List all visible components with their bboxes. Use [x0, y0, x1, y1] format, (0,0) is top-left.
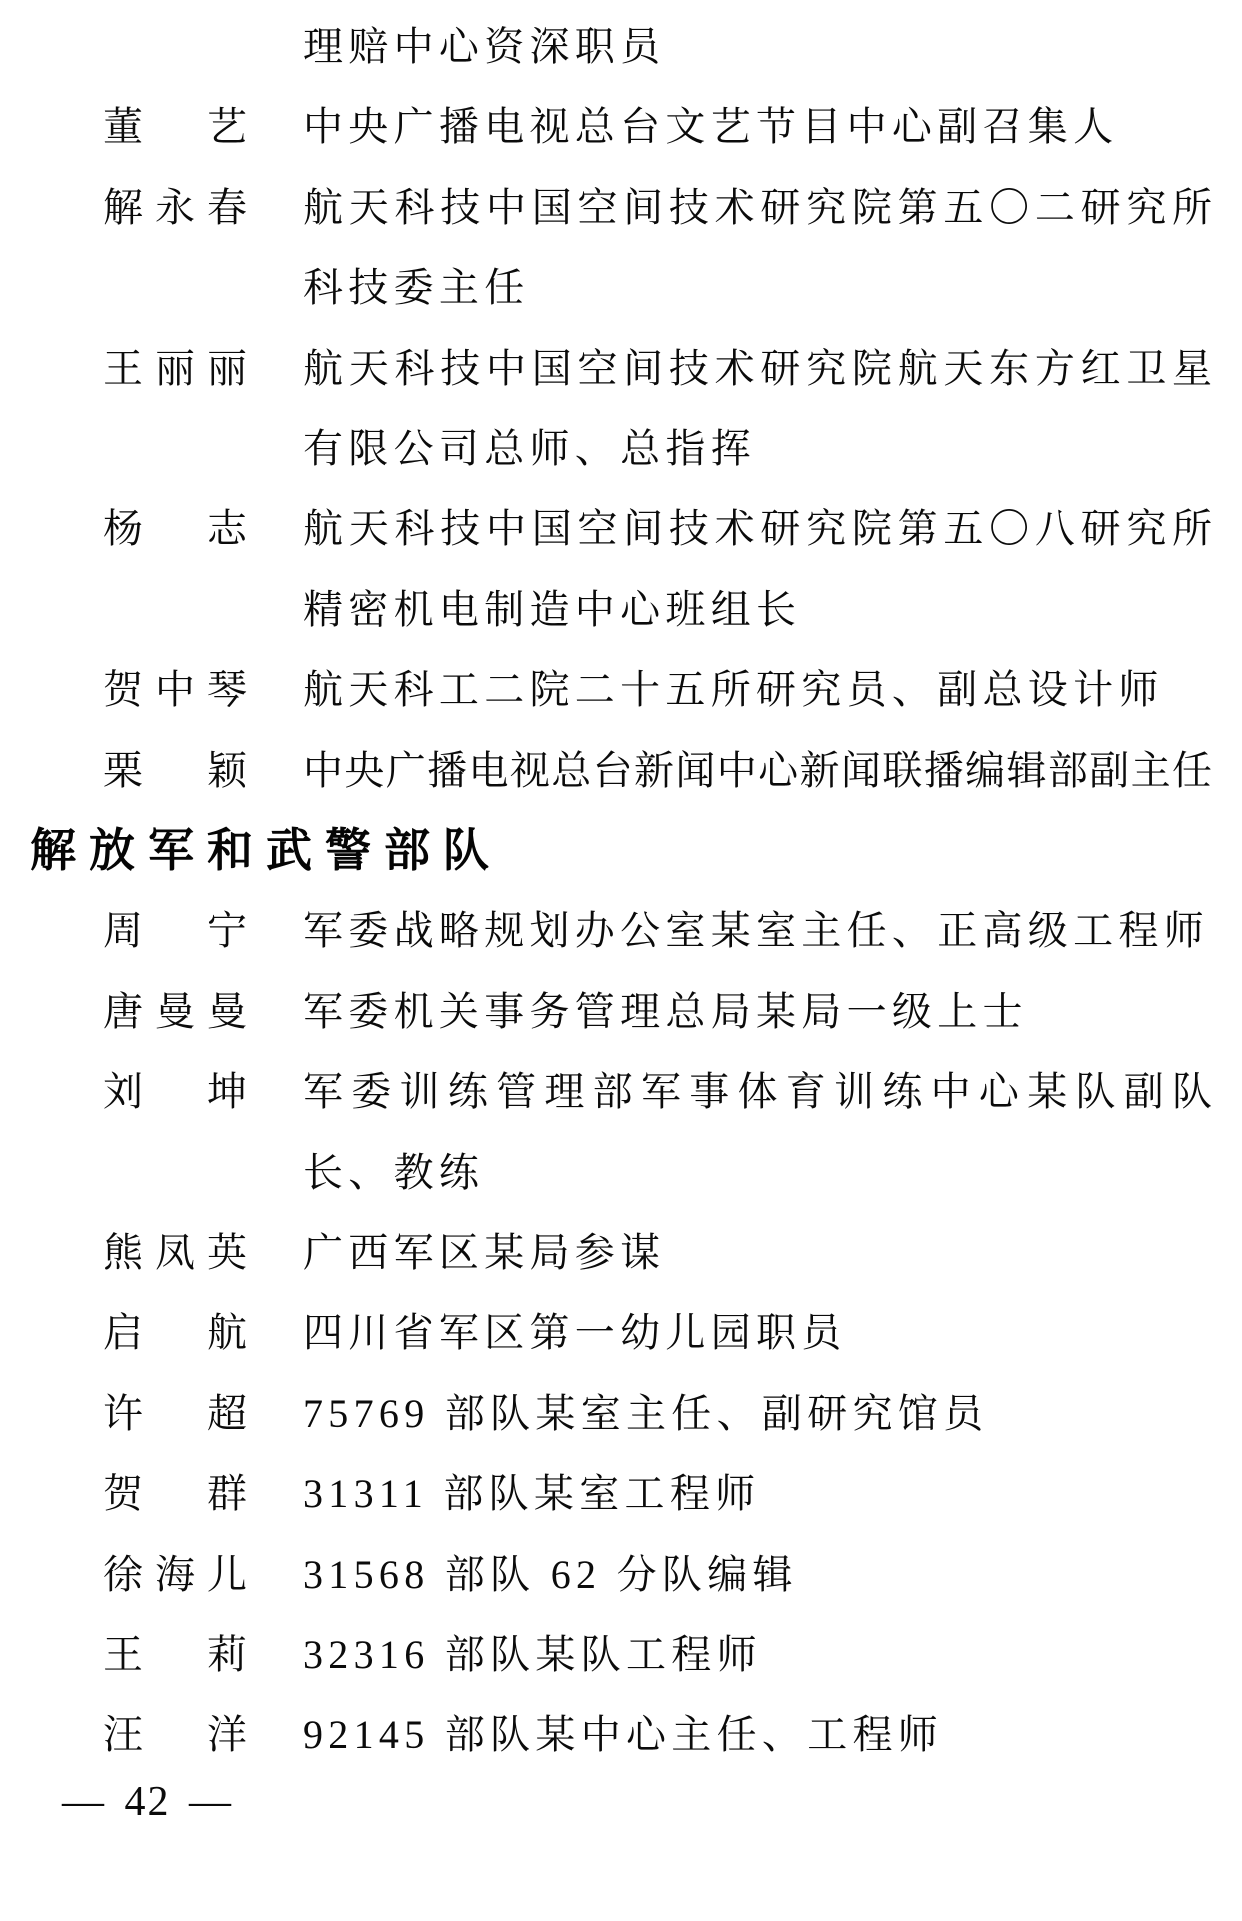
entry-position-line — [303, 101, 1212, 157]
entry-position-line — [303, 1147, 1212, 1203]
entry-name — [103, 101, 311, 157]
entry-name-text: 贺中琴 — [103, 667, 259, 713]
entry-name — [103, 905, 311, 961]
entry-position-line — [303, 182, 1218, 238]
entry-name — [103, 745, 311, 801]
entry-position-text: 四川省军区第一幼儿园职员 — [303, 1310, 847, 1356]
entry-position-text: 31568 部队 62 分队编辑 — [303, 1551, 798, 1597]
entry-name — [103, 343, 259, 399]
entry-position-line — [303, 1468, 1212, 1524]
entry-position-line — [303, 343, 1218, 399]
entry-name-text: 汪洋 — [103, 1712, 311, 1758]
entry-position-text: 中央广播电视总台文艺节目中心副召集人 — [303, 104, 1119, 150]
entry-name — [103, 1629, 311, 1685]
entry-position-text: 中央广播电视总台新闻中心新闻联播编辑部副主任 — [303, 747, 1214, 793]
entry-name-text: 周宁 — [103, 908, 311, 954]
entry-position-text: 广西军区某局参谋 — [303, 1230, 666, 1275]
entry-position-line — [303, 1066, 1221, 1122]
page-number: — 42 — — [62, 1779, 233, 1825]
entry-position-text: 长、教练 — [303, 1149, 485, 1195]
entry-position-text: 科技委主任 — [303, 265, 530, 311]
entry-position-line — [303, 664, 1212, 720]
entry-name — [103, 1307, 311, 1363]
entry-name-text: 熊凤英 — [103, 1230, 259, 1275]
entry-name-text: 许超 — [103, 1390, 311, 1436]
entry-name — [103, 1388, 311, 1444]
entry-position-line — [303, 1629, 1212, 1685]
entry-position-line — [303, 1388, 1212, 1444]
entry-name — [103, 182, 259, 238]
entry-position-line — [303, 1227, 1212, 1283]
entry-name-text: 唐曼曼 — [103, 988, 259, 1034]
entry-name-text: 刘坤 — [103, 1069, 311, 1115]
entry-name-text: 栗颖 — [103, 747, 311, 793]
entry-position-line — [303, 584, 1212, 640]
entry-position-line — [303, 745, 1212, 801]
entry-name-text: 徐海儿 — [103, 1551, 259, 1597]
entry-name-text: 王丽丽 — [103, 345, 259, 391]
entry-position-text: 航天科技中国空间技术研究院航天东方红卫星 — [303, 345, 1218, 391]
entry-name — [103, 1227, 259, 1283]
entry-position-text: 航天科技中国空间技术研究院第五〇八研究所 — [303, 506, 1218, 552]
entry-position-text: 航天科技中国空间技术研究院第五〇二研究所 — [303, 184, 1218, 230]
entry-name-text: 董艺 — [103, 104, 311, 150]
entry-name — [103, 664, 259, 720]
entry-position-text: 31311 部队某室工程师 — [303, 1471, 761, 1517]
entry-position-line — [303, 1549, 1212, 1605]
entry-name — [103, 1709, 311, 1765]
entry-position-line — [303, 21, 1212, 77]
entry-position-line — [303, 423, 1212, 479]
entry-position-text: 75769 部队某室主任、副研究馆员 — [303, 1390, 989, 1436]
entry-position-text: 有限公司总师、总指挥 — [303, 426, 756, 471]
entry-position-line — [303, 262, 1212, 318]
entry-position-text: 军委训练管理部军事体育训练中心某队副队 — [303, 1069, 1221, 1115]
entry-position-line — [303, 1709, 1212, 1765]
entry-position-text: 军委战略规划办公室某室主任、正高级工程师 — [303, 908, 1209, 954]
entry-name — [103, 986, 259, 1042]
entry-name-text: 启航 — [103, 1310, 311, 1356]
entry-position-line — [303, 503, 1218, 559]
entry-name — [103, 1549, 259, 1605]
entry-name-text: 王莉 — [103, 1632, 311, 1677]
entry-position-text: 航天科工二院二十五所研究员、副总设计师 — [303, 667, 1164, 713]
entry-position-text: 92145 部队某中心主任、工程师 — [303, 1712, 944, 1758]
entry-position-line — [303, 986, 1212, 1042]
entry-position-line — [303, 1307, 1212, 1363]
entry-name-text: 解永春 — [103, 184, 259, 230]
entry-position-text: 32316 部队某队工程师 — [303, 1632, 762, 1677]
entry-position-text: 理赔中心资深职员 — [303, 24, 666, 69]
section-header: 解放军和武警部队 — [30, 824, 502, 876]
entry-position-text: 军委机关事务管理总局某局一级上士 — [303, 988, 1028, 1034]
entry-name — [103, 1468, 311, 1524]
entry-name-text: 杨志 — [103, 506, 311, 552]
entry-position-text: 精密机电制造中心班组长 — [303, 586, 802, 632]
entry-name — [103, 503, 311, 559]
entry-position-line — [303, 905, 1212, 961]
entry-name-text: 贺群 — [103, 1471, 311, 1517]
entry-name — [103, 1066, 311, 1122]
